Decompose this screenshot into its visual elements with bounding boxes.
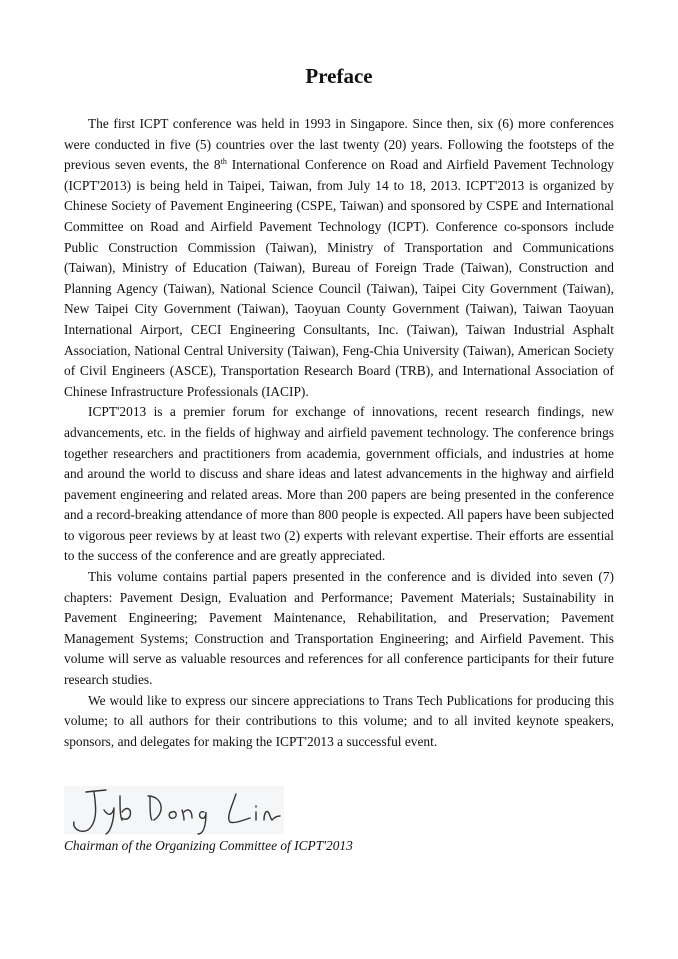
paragraph-volume: This volume contains partial papers presented in the conference and is divided into seven (7) chapters: Pavement Design, Evaluation and Performance; Pavement Materials; Sustainability in Pavement Engineering; Pavement Maintenance, Rehabilitation, and Preservation; Pavement Management Systems; Construction and Transportation Engineering; and Airfield Pavement. This volume will serve as valuable resources and references for all conference participants for their future research studies. <box>64 569 614 688</box>
paragraph-thanks: We would like to express our sincere appreciations to Trans Tech Publications for producing this volume; to all authors for their contributions to this volume; and to all invited keynote speakers, sponsors, and delegates for making the ICPT'2013 a successful event. <box>64 692 614 749</box>
paragraph-text: International Conference on Road and Airfield Pavement Technology (ICPT'2013) is being held in Taipei, Taiwan, from July 14 to 18, 2013. ICPT'2013 is organized by Chinese Society of Pavement Engineering (CSPE, Taiwan) and sponsored by CSPE and International Committee on Road and Airfield Pavement Technology (ICPT). Conference co-sponsors include Public Construction Commission (Taiwan), Ministry of Transportation and Communications (Taiwan), Ministry of Education (Taiwan), Bureau of Foreign Trade (Taiwan), Construction and Planning Agency (Taiwan), National Science Council (Taiwan), Taipei City Government (Taiwan), New Taipei City Government (Taiwan), Taoyuan County Government (Taiwan), Taiwan Taoyuan International Airport, CECI Engineering Consultants, Inc. (Taiwan), Taiwan Industrial Asphalt Association, National Central University (Taiwan), Feng-Chia University (Taiwan), American Society of Civil Engineers (ASCE), Transportation Research Board (TRB), and International Association of Chinese Infrastructure Professionals (IACIP). <box>64 157 614 399</box>
page-title: Preface <box>305 64 373 88</box>
superscript: th <box>220 157 227 167</box>
preface-body <box>64 114 614 752</box>
paragraph-history <box>64 114 614 402</box>
paragraph-text: The first ICPT conference was held in 1993 in Singapore. Since then, six (6) more conferences were conducted in five (5) countries over the last twenty (20) years. Following the footsteps of the previous seven events, the 8 <box>64 116 614 173</box>
signature-image <box>64 782 284 838</box>
paragraph-forum: ICPT'2013 is a premier forum for exchange of innovations, recent research findings, new advancements, etc. in the fields of highway and airfield pavement technology. The conference brings together researchers and practitioners from academia, government officials, and industries at home and around the world to discuss and share ideas and latest advancements in the highway and airfield pavement engineering and related areas. More than 200 papers are being presented in the conference and a record-breaking attendance of more than 800 people is expected. All papers have been subjected to vigorous peer reviews by at least two (2) experts with relevant expertise. Their efforts are essential to the success of the conference and are greatly appreciated. <box>64 404 614 564</box>
signature-caption: Chairman of the Organizing Committee of ICPT'2013 <box>64 838 353 853</box>
